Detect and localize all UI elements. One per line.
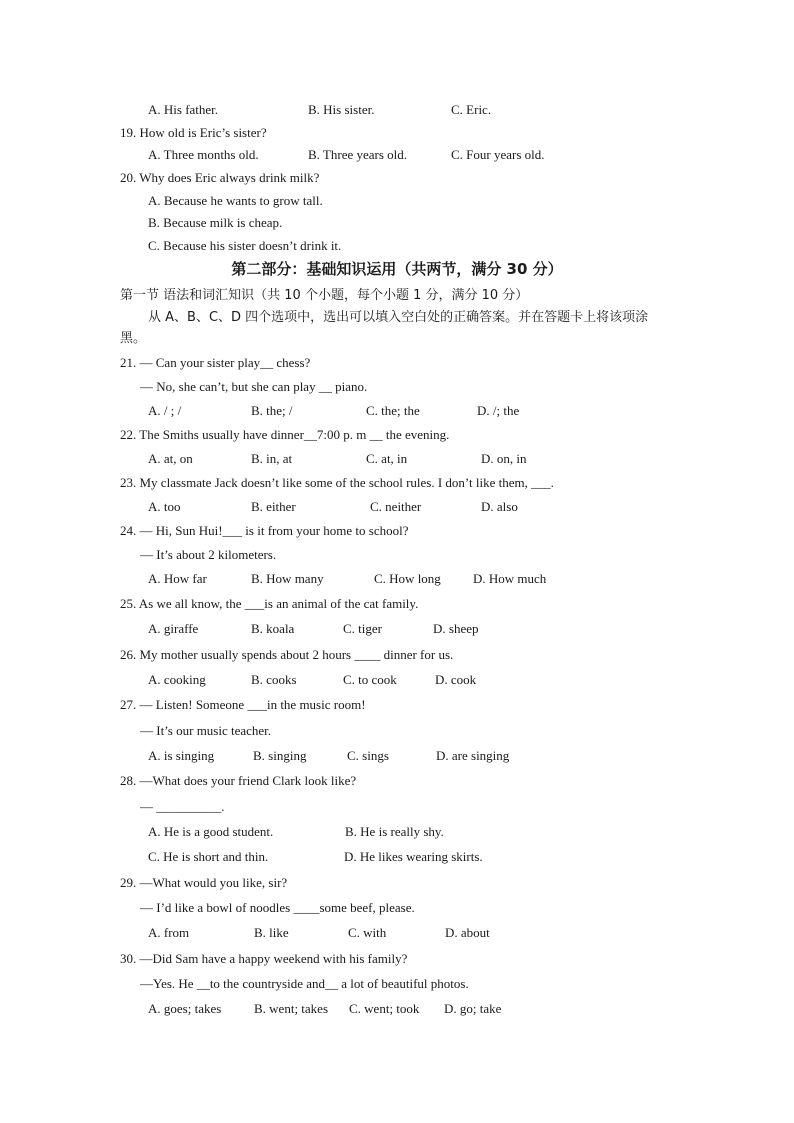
q27-option-b: B. singing (253, 748, 307, 763)
q20-stem: 20. Why does Eric always drink milk? (120, 170, 320, 185)
q29-option-d: D. about (445, 925, 490, 940)
q20-option-c: C. Because his sister doesn’t drink it. (148, 238, 342, 253)
q19-option-c: C. Four years old. (451, 147, 545, 162)
section1-title: 第一节 语法和词汇知识（共 10 个小题，每个小题 1 分，满分 10 分） (120, 288, 529, 303)
section1-instruction-line2: 黑。 (120, 331, 147, 346)
q19-stem: 19. How old is Eric’s sister? (120, 125, 267, 140)
q25-option-b: B. koala (251, 621, 295, 636)
q23-option-d: D. also (481, 499, 518, 514)
q22-option-d: D. on, in (481, 451, 527, 466)
q26-option-b: B. cooks (251, 672, 297, 687)
q27-line2: — It’s our music teacher. (140, 723, 272, 738)
q26-stem: 26. My mother usually spends about 2 hours ____ dinner for us. (120, 647, 454, 662)
q30-option-a: A. goes; takes (148, 1001, 222, 1016)
q30-option-d: D. go; take (444, 1001, 502, 1016)
q26-option-a: A. cooking (148, 672, 206, 687)
q27-option-c: C. sings (347, 748, 389, 763)
q30-option-b: B. went; takes (254, 1001, 329, 1016)
q27-option-a: A. is singing (148, 748, 215, 763)
q24-option-b: B. How many (251, 571, 324, 586)
q21-option-b: B. the; / (251, 403, 293, 418)
q20-option-a: A. Because he wants to grow tall. (148, 193, 323, 208)
q29-line1: 29. —What would you like, sir? (120, 875, 288, 890)
q21-option-a: A. / ; / (148, 403, 182, 418)
q30-line1: 30. —Did Sam have a happy weekend with his family? (120, 951, 408, 966)
q28-option-a: A. He is a good student. (148, 824, 274, 839)
q26-option-d: D. cook (435, 672, 477, 687)
q25-option-a: A. giraffe (148, 621, 199, 636)
q25-option-c: C. tiger (343, 621, 382, 636)
q23-stem: 23. My classmate Jack doesn’t like some of the school rules. I don’t like them, ___. (120, 475, 554, 490)
q23-option-c: C. neither (370, 499, 422, 514)
q21-option-d: D. /; the (477, 403, 520, 418)
q24-line2: — It’s about 2 kilometers. (140, 547, 277, 562)
section1-instruction-line1: 从 A、B、C、D 四个选项中，选出可以填入空白处的正确答案。并在答题卡上将该项涂 (148, 310, 649, 325)
q21-option-c: C. the; the (366, 403, 420, 418)
q23-option-a: A. too (148, 499, 181, 514)
q22-option-c: C. at, in (366, 451, 408, 466)
q24-option-d: D. How much (473, 571, 547, 586)
q30-line2: —Yes. He __to the countryside and__ a lot of beautiful photos. (140, 976, 469, 991)
q29-option-a: A. from (148, 925, 190, 940)
q18-option-a: A. His father. (148, 102, 219, 117)
q28-option-b: B. He is really shy. (345, 824, 444, 839)
q28-option-c: C. He is short and thin. (148, 849, 269, 864)
q24-option-c: C. How long (374, 571, 441, 586)
q29-option-b: B. like (254, 925, 289, 940)
q24-line1: 24. — Hi, Sun Hui!___ is it from your home to school? (120, 523, 409, 538)
q27-option-d: D. are singing (436, 748, 510, 763)
q23-option-b: B. either (251, 499, 296, 514)
q28-line1: 28. —What does your friend Clark look like? (120, 773, 357, 788)
q18-option-c: C. Eric. (451, 102, 492, 117)
q27-line1: 27. — Listen! Someone ___in the music room! (120, 697, 366, 712)
q28-line2: — __________. (140, 799, 225, 814)
q28-option-d: D. He likes wearing skirts. (344, 849, 483, 864)
q21-line2: — No, she can’t, but she can play __ piano. (140, 379, 368, 394)
q19-option-b: B. Three years old. (308, 147, 408, 162)
q20-option-b: B. Because milk is cheap. (148, 215, 283, 230)
q22-stem: 22. The Smiths usually have dinner__7:00 p. m __ the evening. (120, 427, 450, 442)
q24-option-a: A. How far (148, 571, 207, 586)
q19-option-a: A. Three months old. (148, 147, 259, 162)
q29-line2: — I’d like a bowl of noodles ____some beef, please. (140, 900, 415, 915)
q22-option-a: A. at, on (148, 451, 193, 466)
q29-option-c: C. with (348, 925, 387, 940)
q21-line1: 21. — Can your sister play__ chess? (120, 355, 311, 370)
q22-option-b: B. in, at (251, 451, 293, 466)
part2-heading: 第二部分：基础知识运用（共两节，满分 30 分） (231, 260, 563, 278)
q26-option-c: C. to cook (343, 672, 397, 687)
q25-stem: 25. As we all know, the ___is an animal of the cat family. (120, 596, 419, 611)
q30-option-c: C. went; took (349, 1001, 420, 1016)
q18-option-b: B. His sister. (308, 102, 375, 117)
q25-option-d: D. sheep (433, 621, 479, 636)
